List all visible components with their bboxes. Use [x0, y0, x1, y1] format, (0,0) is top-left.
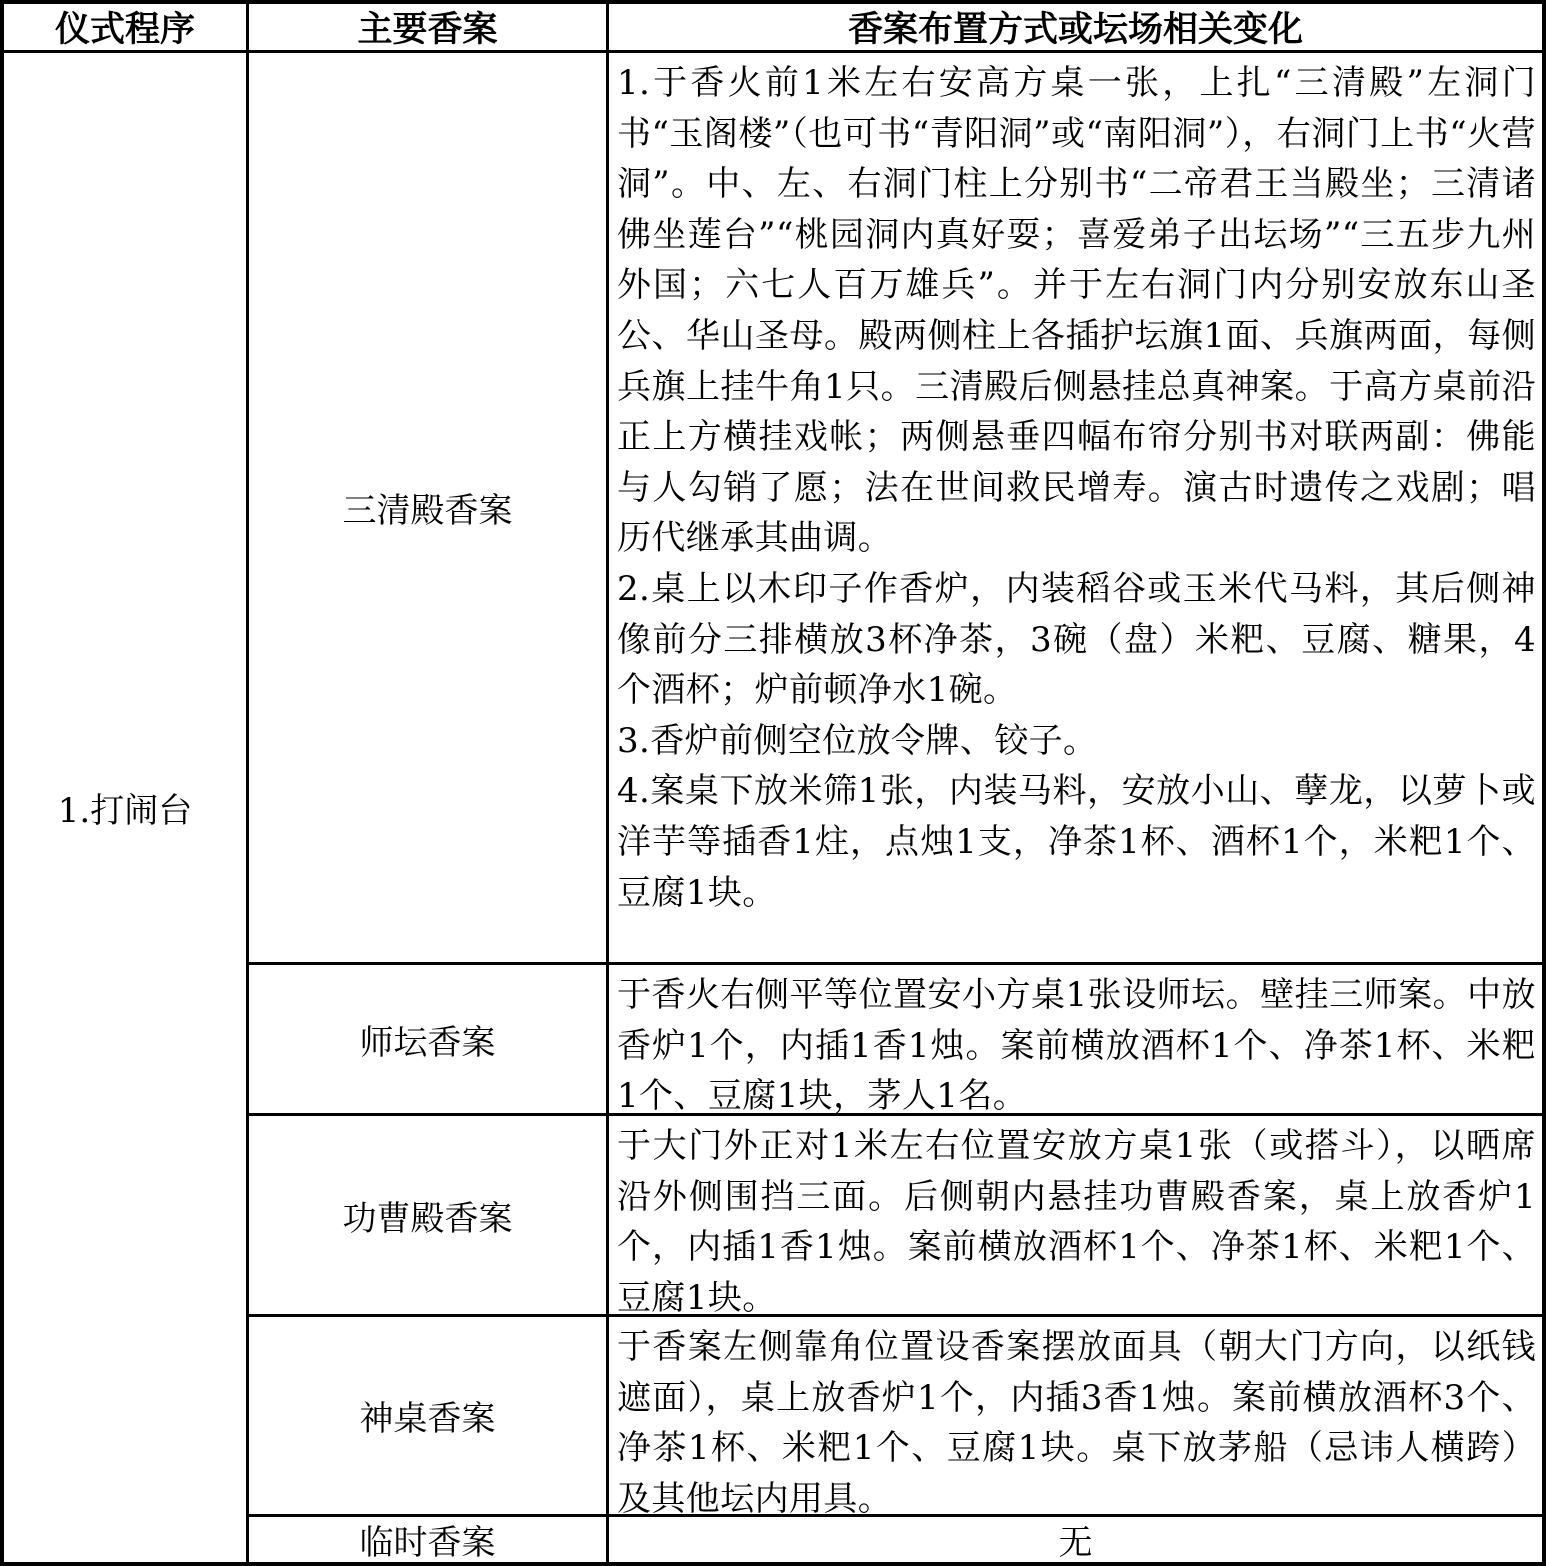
paragraph: 1.于香火前1米左右安高方桌一张，上扎“三清殿”左洞门书“玉阁楼”（也可书“青阳洞”或“南阳洞”），右洞门上书“火营洞”。中、左、右洞门柱上分别书“二帝君王当殿坐；三清诸佛坐莲台”“桃园洞内真好耍；喜爱弟子出坛场”“三五步九州外国；六七人百万雄兵”。并于左右洞门内分别安放东山圣公、华山圣母。殿两侧柱上各插护坛旗1面、兵旗两面，每侧兵旗上挂牛角1只。三清殿后侧悬挂总真神案。于高方桌前沿正上方横挂戏帐；两侧悬垂四幅布帘分别书对联两副：佛能与人勾销了愿；法在世间救民增寿。演古时遗传之戏剧；唱历代继承其曲调。: [617, 63, 1536, 559]
procedure-text: 1.打闹台: [57, 791, 193, 831]
table-name-cell: [249, 1317, 606, 1514]
header-main-table-text: 主要香案: [357, 10, 498, 50]
table-name: 师坛香案: [359, 1022, 496, 1063]
header-arrangement-text: 香案布置方式或坛场相关变化: [847, 10, 1303, 50]
table-name-cell: [249, 53, 606, 962]
description: [617, 1322, 1536, 1524]
header-procedure: [4, 4, 246, 50]
paragraph: 于香火右侧平等位置安小方桌1张设师坛。壁挂三师案。中放香炉1个，内插1香1烛。案前横放酒杯1个、净茶1杯、米粑1个、豆腐1块，茅人1名。: [617, 975, 1536, 1117]
paragraph: 3.香炉前侧空位放令牌、铰子。: [617, 720, 1098, 761]
table-name: 临时香案: [359, 1523, 496, 1563]
description-cell: [609, 53, 1542, 962]
paragraph: 4.案桌下放米筛1张，内装马料，安放小山、孽龙，以萝卜或洋芋等插香1炷，点烛1支，净茶1杯、酒杯1个，米粑1个、豆腐1块。: [617, 771, 1536, 913]
description: [617, 58, 1536, 918]
header-procedure-text: 仪式程序: [54, 10, 195, 50]
paragraph: 于香案左侧靠角位置设香案摆放面具（朝大门方向，以纸钱遮面），桌上放香炉1个，内插3香1烛。案前横放酒杯3个、净茶1杯、米粑1个、豆腐1块。桌下放茅船（忌讳人横跨）及其他坛内用具。: [617, 1327, 1536, 1519]
paragraph: 于大门外正对1米左右位置安放方桌1张（或搭斗），以晒席沿外侧围挡三面。后侧朝内悬挂功曹殿香案，桌上放香炉1个，内插1香1烛。案前横放酒杯1个、净茶1杯、米粑1个、豆腐1块。: [617, 1126, 1536, 1318]
header-main-table: [249, 4, 606, 50]
description-cell: [609, 1116, 1542, 1318]
table-name-cell: [249, 1517, 606, 1562]
description-none: 无: [1058, 1523, 1093, 1563]
table-name-cell: [249, 1116, 606, 1314]
border-right: [1542, 0, 1546, 1566]
header-arrangement: [609, 4, 1542, 50]
description: [617, 1121, 1536, 1323]
table-name: 神桌香案: [359, 1399, 496, 1439]
description-cell: [609, 965, 1542, 1117]
border-bottom: [0, 1562, 1546, 1566]
table-name-cell: [249, 965, 606, 1113]
description-cell: [609, 1317, 1542, 1519]
description: [617, 970, 1536, 1122]
paragraph: 2.桌上以木印子作香炉，内装稻谷或玉米代马料，其后侧神像前分三排横放3杯净茶，3碗（盘）米粑、豆腐、糖果，4个酒杯；炉前顿净水1碗。: [617, 568, 1536, 711]
table-name: 功曹殿香案: [342, 1198, 513, 1239]
table-name: 三清殿香案: [342, 491, 513, 531]
description-cell: [609, 1517, 1542, 1562]
procedure-cell: [4, 53, 246, 1562]
